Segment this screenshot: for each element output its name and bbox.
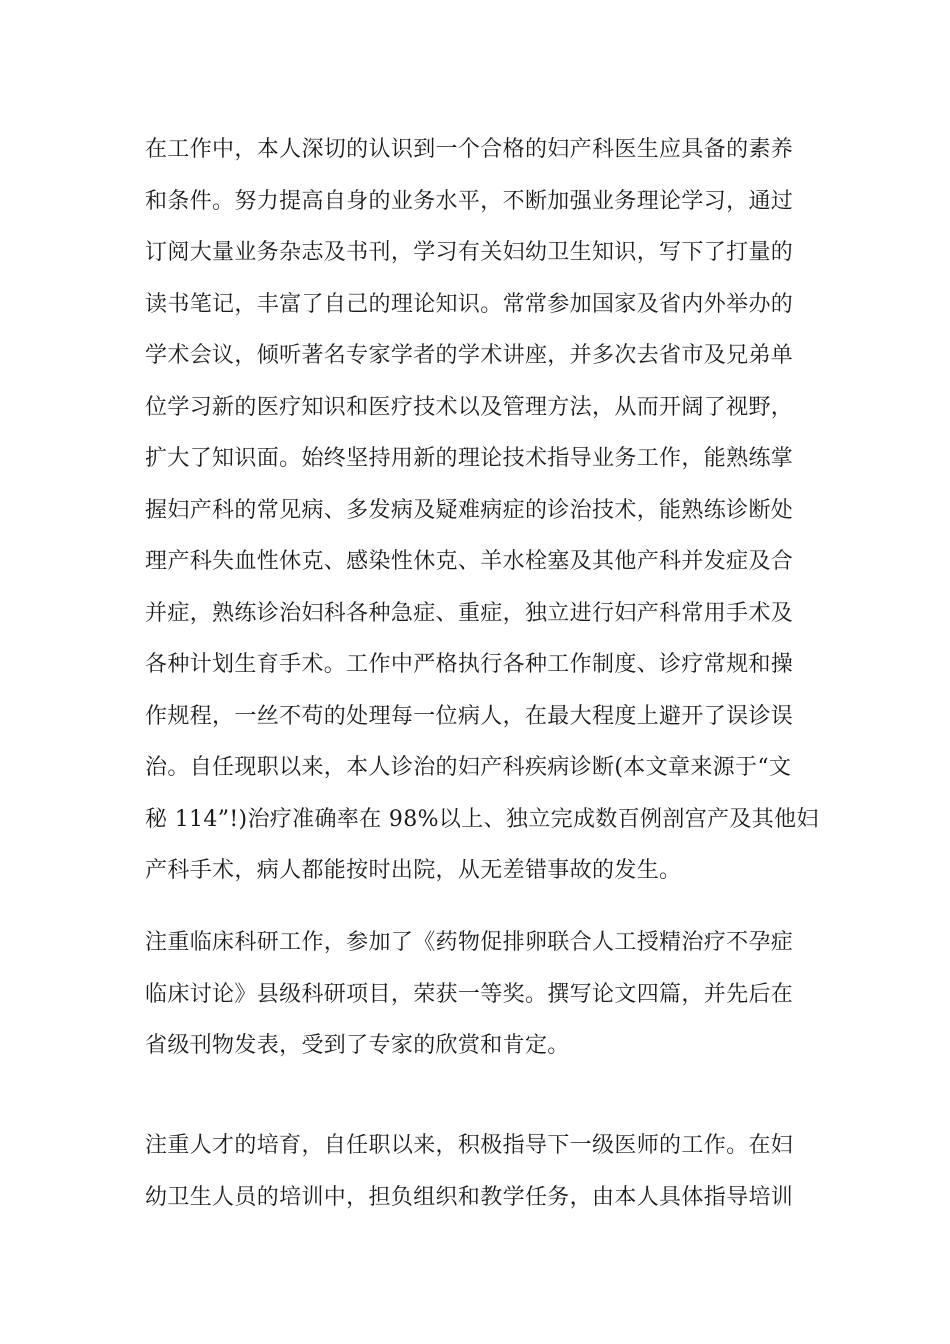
text-line: 和条件。努力提高自身的业务水平，不断加强业务理论学习，通过	[145, 188, 794, 214]
text-line: 幼卫生人员的培训中，担负组织和教学任务，由本人具体指导培训	[145, 1184, 794, 1210]
text-line: 订阅大量业务杂志及书刊，学习有关妇幼卫生知识，写下了打量的	[145, 240, 794, 265]
text-line: 理产科失血性休克、感染性休克、羊水栓塞及其他产科并发症及合	[145, 549, 794, 574]
text-line: 治。自任现职以来，本人诊治的妇产科疾病诊断(本文章来源于“文	[145, 755, 792, 780]
text-line: 注重临床科研工作，参加了《药物促排卵联合人工授精治疗不孕症	[145, 930, 794, 955]
text-line: 作规程，一丝不苟的处理每一位病人，在最大程度上避开了误诊误	[145, 703, 794, 729]
text-line: 产科手术，病人都能按时出院，从无差错事故的发生。	[145, 858, 682, 883]
text-line: 并症，熟练诊治妇科各种急症、重症，独立进行妇产科常用手术及	[145, 600, 794, 626]
text-line: 注重人才的培育，自任职以来，积极指导下一级医师的工作。在妇	[145, 1133, 794, 1158]
text-line: 扩大了知识面。始终坚持用新的理论技术指导业务工作，能熟练掌	[145, 446, 794, 471]
text-line: 各种计划生育手术。工作中严格执行各种工作制度、诊疗常规和操	[145, 652, 794, 677]
text-line: 秘 114”!)治疗准确率在 98%以上、独立完成数百例剖宫产及其他妇	[145, 806, 819, 832]
text-line: 读书笔记，丰富了自己的理论知识。常常参加国家及省内外举办的	[145, 291, 794, 317]
paragraph-research	[145, 917, 810, 1072]
text-line: 学术会议，倾听著名专家学者的学术讲座，并多次去省市及兄弟单	[145, 343, 794, 368]
paragraph-clinical-skills	[145, 124, 819, 897]
text-line: 临床讨论》县级科研项目，荣获一等奖。撰写论文四篇，并先后在	[145, 981, 794, 1007]
text-line: 位学习新的医疗知识和医疗技术以及管理方法，从而开阔了视野，	[145, 394, 794, 420]
text-line: 在工作中，本人深切的认识到一个合格的妇产科医生应具备的素养	[145, 137, 794, 162]
text-line: 省级刊物发表，受到了专家的欣赏和肯定。	[145, 1033, 570, 1058]
paragraph-training	[145, 1120, 810, 1223]
text-line: 握妇产科的常见病、多发病及疑难病症的诊治技术，能熟练诊断处	[145, 497, 794, 523]
